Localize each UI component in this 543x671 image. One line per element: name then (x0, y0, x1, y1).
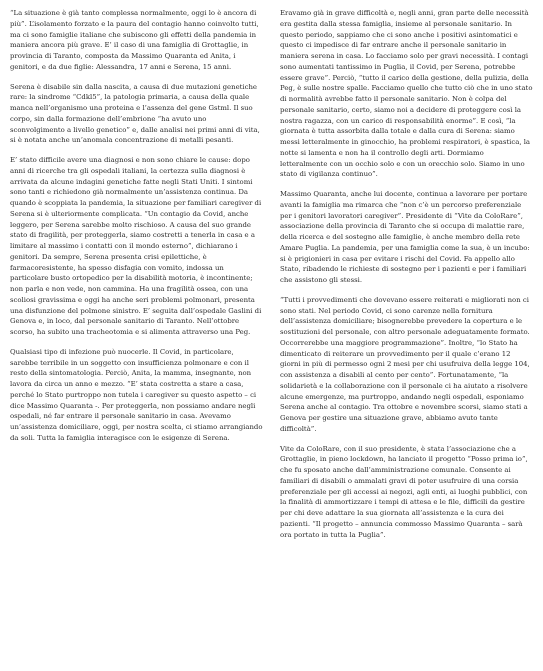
article-right-column (280, 8, 533, 549)
article-paragraph: Serena è disabile sin dalla nascita, a causa di due mutazioni genetiche rare: la sindrome “Cdkl5”, la patologia primaria, a causa della quale manca nell’organismo una proteina e l’assenza del gene Gstml. Il suo corpo, sin dalla formazione dell’embrione “ha avuto uno sconvolgimento a livello genetico” e, dalle analisi nei primi anni di vita, si è notata anche un’anomala concentrazione di metalli pesanti. (10, 82, 260, 145)
article-columns (10, 8, 533, 549)
article-paragraph: Vite da ColoRare, con il suo presidente, è stata l’associazione che a Grottaglie, in pieno lockdown, ha lanciato il progetto “Posso prima io”, che fu sposato anche dall’amministrazione comunale. Consente ai familiari di disabili o ammalati gravi di poter usufruire di una corsia preferenziale per gli accessi ai negozi, agli enti, ai luoghi pubblici, con la finalità di ammortizzare i tempi di attesa e le file, difficili da gestire per chi deve adattare la sua giornata all’assistenza e la cura dei pazienti. “Il progetto – annuncia commosso Massimo Quaranta – sarà ora portato in tutta la Puglia”. (280, 444, 528, 539)
article-left-column (10, 8, 263, 453)
article-paragraph: E’ stato difficile avere una diagnosi e non sono chiare le cause: dopo anni di ricerche tra gli ospedali italiani, la certezza sulla diagnosi è arrivata da alcune indagini genetiche fatte negli Stati Uniti. I sintomi sono tanti e richiedono già normalmente un’assistenza continua. Da quando è scoppiata la pandemia, la situazione per familiari caregiver di Serena si è ulteriormente complicata. “Un contagio da Covid, anche leggero, per Serena sarebbe molto rischioso. A causa del suo grande stato di fragilità, per proteggerla, siamo costretti a tenerla in casa e a limitare al massimo i contatti con il mondo esterno”, dichiarano i genitori. Da sempre, Serena presenta crisi epilettiche, è farmacoresistente, ha spesso disfagia con vomito, indossa un particolare busto ortopedico per la disabilità motoria, è incontinente; non parla e non vede, non cammina. Ha una fragilità ossea, con una scoliosi gravissima e oggi ha anche seri problemi polmonari, presenta una disfunzione del polmone sinistro. E’ seguita dall’ospedale Gaslini di Genova e, in loco, dal personale sanitario di Taranto. Nell’ottobre scorso, ha subito una tracheotomia e si alimenta attraverso una Peg. (10, 156, 262, 336)
article-paragraph: “Tutti i provvedimenti che dovevano essere reiterati e migliorati non ci sono stati. Nel periodo Covid, ci sono carenze nella fornitura dell’assistenza domiciliare; bisognerebbe prevedere la copertura e le sostituzioni del personale, con altro personale adeguatamente formato. Occorrerebbe una maggiore programmazione”. Inoltre, “lo Stato ha dimenticato di reiterare un provvedimento per il quale c’erano 12 giorni in più di permesso ogni 2 mesi per chi usufruiva della legge 104, con assistenza a disabili al cento per cento”. Fortunatamente, “la solidarietà e la collaborazione con il personale ci ha aiutato a risolvere alcune emergenze, ma purtroppo, andando negli ospedali, esponiamo Serena anche al contagio. Tra ottobre e novembre scorsi, siamo stati a Genova per gestire una situazione grave, abbiamo avuto tante difficoltà”. (280, 295, 530, 433)
article-paragraph: “La situazione è già tanto complessa normalmente, oggi lo è ancora di più”. L’isolamento forzato e la paura del contagio hanno coinvolto tutti, ma ci sono famiglie italiane che subiscono gli effetti della pandemia in maniera ancora più grave. E’ il caso di una famiglia di Grottaglie, in provincia di Taranto, composta da Massimo Quaranta ed Anita, i genitori, e da due figlie: Alessandra, 17 anni e Serena, 15 anni. (10, 9, 259, 71)
article-paragraph: Qualsiasi tipo di infezione può nuocerle. Il Covid, in particolare, sarebbe terribile in un soggetto con insufficienza polmonare e con il resto della sintomatologia. Perciò, Anita, la mamma, insegnante, non lavora da circa un anno e mezzo. “E’ stata costretta a stare a casa, perché lo Stato purtroppo non tutela i caregiver su questo aspetto – ci dice Massimo Quaranta -. Per proteggerla, non possiamo andare negli ospedali, né far entrare il personale sanitario in casa. Avevamo un’assistenza domiciliare, oggi, per nostra scelta, ci stiamo arrangiando da soli. Tutta la famiglia interagisce con le esigenze di Serena. (10, 347, 263, 442)
article-paragraph: Eravamo già in grave difficoltà e, negli anni, gran parte delle necessità era gestita dalla stessa famiglia, insieme al personale sanitario. In questo periodo, sappiamo che ci sono anche i positivi asintomatici e questo ci impedisce di far entrare anche il personale sanitario in maniera serena in casa. Lo facciamo solo per gravi necessità. I contagi sono aumentati tantissimo in Puglia, il Covid, per Serena, potrebbe essere grave”. Perciò, “tutto il carico della gestione, della pulizia, della Peg, è sulle nostre spalle. Facciamo quello che tutto ciò che in uno stato di normalità avrebbe fatto il personale sanitario. Non è colpa del personale sanitario, certo, siamo noi a decidere di proteggere così la nostra ragazza, con un carico di responsabilità enorme”. E così, “la giornata è tutta assorbita dalla totale e dalla cura di Serena: siamo messi letteralmente in ginocchio, ha problemi respiratori, è spastica, la notte si lamenta e non ha il controllo degli arti. Dormiamo letteralmente con un occhio solo e con un orecchio solo. Siamo in uno stato di vigilanza continuo”. (280, 9, 533, 179)
article-paragraph: Massimo Quaranta, anche lui docente, continua a lavorare per portare avanti la famiglia ma rimarca che “non c’è un percorso preferenziale per i genitori lavoratori caregiver”. Presidente di “Vite da ColoRare”, associazione della provincia di Taranto che si occupa di malattie rare, della ricerca e del sostegno alle famiglie, è anche membro della rete Amare Puglia. La pandemia, per una famiglia come la sua, è un incubo: si è prigionieri in casa per evitare i rischi del Covid. Fa appello allo Stato, ribadendo le richieste di sostegno per i pazienti e per i familiari che assistono gli stessi. (280, 190, 530, 284)
